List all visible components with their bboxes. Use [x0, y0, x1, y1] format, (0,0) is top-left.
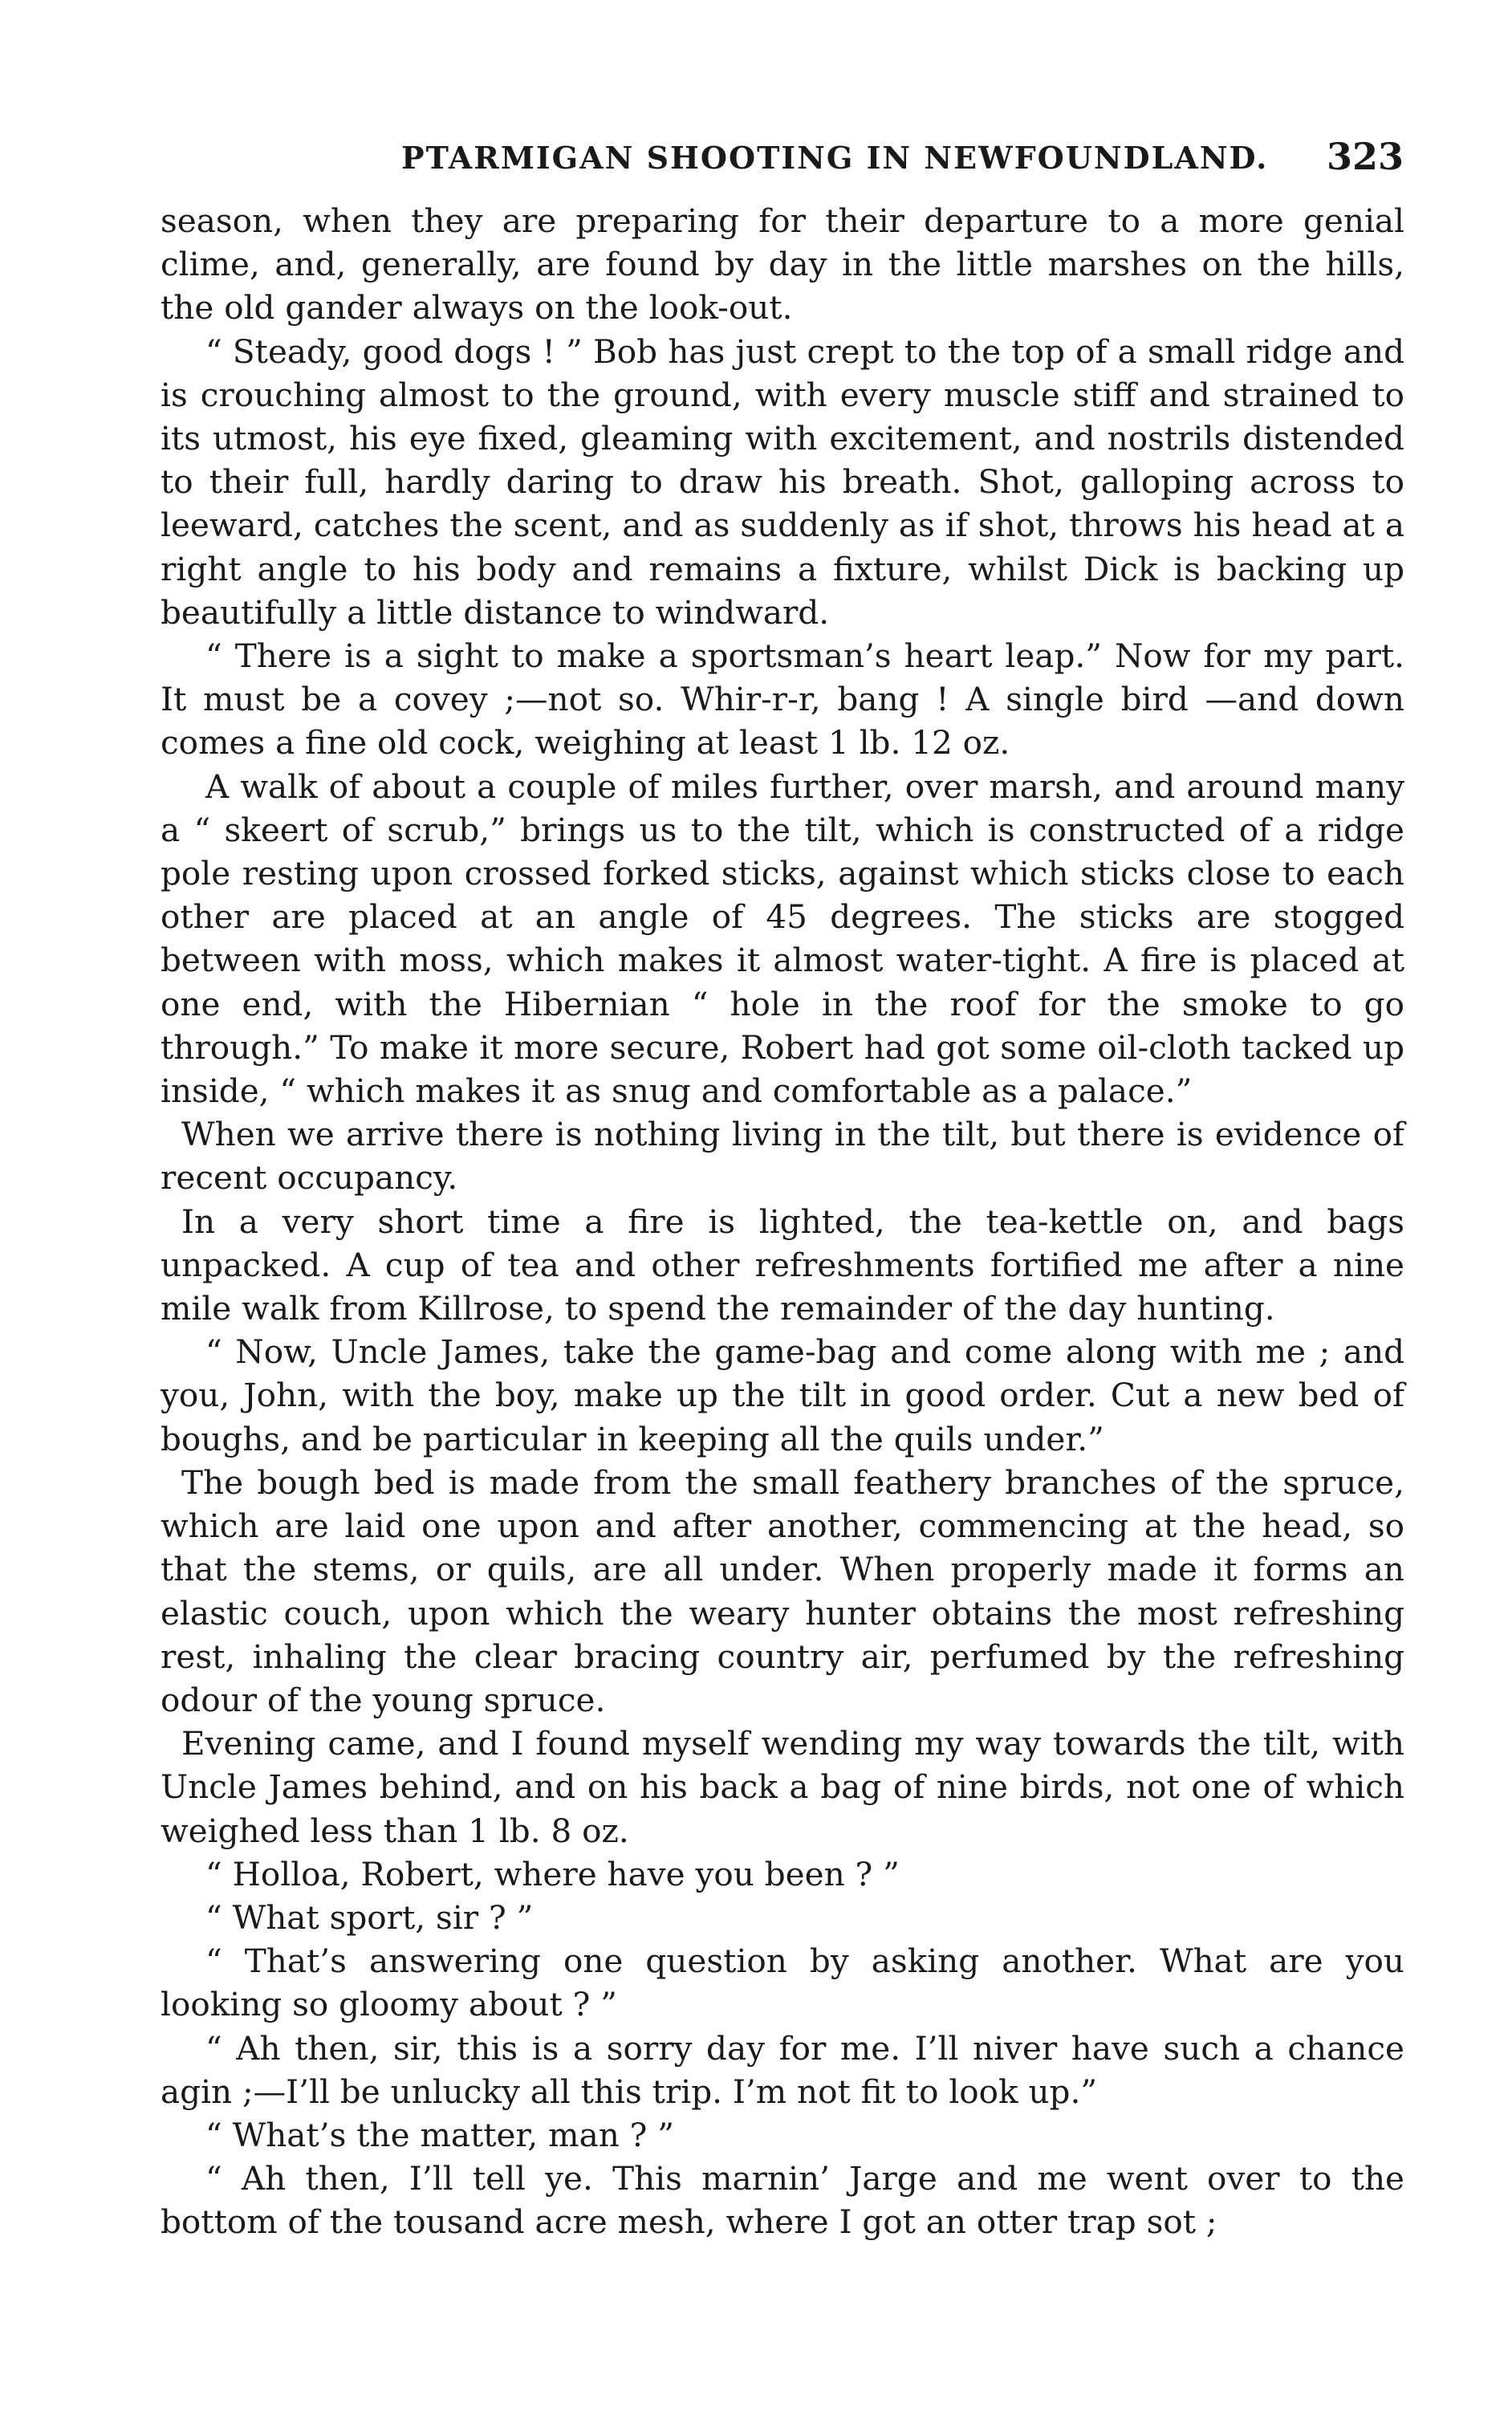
paragraph: “ Steady, good dogs ! ” Bob has just crept to the top of a small ridge and is crouching almost to the ground, with every muscle stiff and strained to its utmost, his eye fixed, gleaming with excitement, and nostrils distended to their full, hardly daring to draw his breath. Shot, galloping across to leeward, catches the scent, and as suddenly as if shot, throws his head at a right angle to his body and remains a fixture, whilst Dick is backing up beautifully a little distance to windward.: [161, 331, 1404, 632]
paragraph: In a very short time a fire is lighted, the tea-kettle on, and bags unpacked. A cup of tea and other refreshments fortified me after a nine mile walk from Killrose, to spend the remainder of the day hunting.: [161, 1202, 1404, 1328]
paragraph: When we arrive there is nothing living in the tilt, but there is evidence of recent occupancy.: [161, 1115, 1404, 1198]
paragraph: A walk of about a couple of miles further, over marsh, and around many a “ skeert of scrub,” brings us to the tilt, which is constructed of a ridge pole resting upon crossed forked sticks, against which sticks close to each other are placed at an angle of 45 degrees. The sticks are stogged between with moss, which makes it almost water-tight. A fire is placed at one end, with the Hibernian “ hole in the roof for the smoke to go through.” To make it more secure, Robert had got some oil-cloth tacked up inside, “ which makes it as snug and comfortable as a palace.”: [161, 767, 1404, 1111]
paragraph: “ Now, Uncle James, take the game-bag and come along with me ; and you, John, with the boy, make up the tilt in good order. Cut a new bed of boughs, and be particular in keeping all the quils under.”: [161, 1332, 1404, 1458]
page-number: 323: [1326, 135, 1404, 178]
paragraph: “ Ah then, I’ll tell ye. This marnin’ Jarge and me went over to the bottom of the tousand acre mesh, where I got an otter trap sot ;: [161, 2159, 1404, 2242]
paragraph: “ Ah then, sir, this is a sorry day for me. I’ll niver have such a chance agin ;—I’ll be unlucky all this trip. I’m not fit to look up.”: [161, 2028, 1404, 2111]
paragraph: Evening came, and I found myself wending my way towards the tilt, with Uncle James behind, and on his back a bag of nine birds, not one of which weighed less than 1 lb. 8 oz.: [161, 1724, 1404, 1850]
body-text: [161, 199, 1404, 2244]
paragraph: “ What’s the matter, man ? ”: [205, 2115, 674, 2154]
running-title: PTARMIGAN SHOOTING IN NEWFOUNDLAND.: [401, 140, 1269, 176]
paragraph: “ There is a sight to make a sportsman’s heart leap.” Now for my part. It must be a covey ;—not so. Whir-r-r, bang ! A single bird —and down comes a fine old cock, weighing at least 1 lb. 12 oz.: [161, 636, 1404, 763]
paragraph: “ Holloa, Robert, where have you been ? ”: [205, 1854, 900, 1893]
paragraph: “ That’s answering one question by asking another. What are you looking so gloomy about ? ”: [161, 1942, 1404, 2024]
running-head: [161, 135, 1404, 183]
paragraph: season, when they are preparing for their departure to a more genial clime, and, generally, are found by day in the little marshes on the hills, the old gander always on the look-out.: [161, 201, 1404, 327]
paragraph: “ What sport, sir ? ”: [205, 1897, 534, 1937]
paragraph: The bough bed is made from the small feathery branches of the spruce, which are laid one upon and after another, commencing at the head, so that the stems, or quils, are all under. When properly made it forms an elastic couch, upon which the weary hunter obtains the most refreshing rest, inhaling the clear bracing country air, perfumed by the refreshing odour of the young spruce.: [161, 1462, 1404, 1719]
